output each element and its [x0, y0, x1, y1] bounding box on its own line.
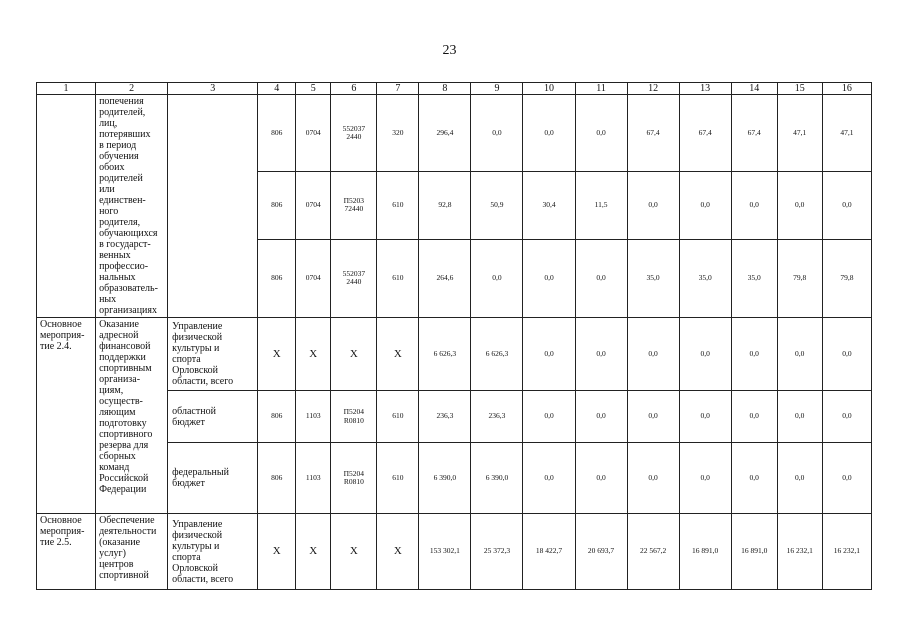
cell-gr: 806 — [258, 239, 296, 317]
col-num: 11 — [575, 83, 627, 95]
cell-value: 79,8 — [777, 239, 822, 317]
cell-value: 0,0 — [523, 239, 575, 317]
empty-cell — [168, 95, 258, 318]
measure-description: Обеспечение деятельности (оказание услуг) центров спортивной — [96, 514, 168, 590]
cell-csr: П5204 R0810 — [331, 443, 377, 514]
cell-value: 11,5 — [575, 172, 627, 239]
executor-cell: Управление физической культуры и спорта Орловской области, всего — [168, 318, 258, 391]
cell-value: 0,0 — [822, 443, 871, 514]
cell-value: 0,0 — [731, 172, 777, 239]
cell-value: 35,0 — [731, 239, 777, 317]
cell-value: 35,0 — [627, 239, 679, 317]
table-row — [37, 514, 872, 590]
cell-value: 16 891,0 — [731, 514, 777, 590]
cell-value: 0,0 — [627, 391, 679, 443]
cell-rz: 1103 — [296, 443, 331, 514]
measure-number: Основное мероприя- тие 2.4. — [37, 318, 96, 514]
cell-value: 18 422,7 — [523, 514, 575, 590]
budget-table — [36, 82, 872, 590]
cell-value: 0,0 — [822, 391, 871, 443]
cell-value: 236,3 — [419, 391, 471, 443]
cell-value: 0,0 — [777, 391, 822, 443]
table-row — [37, 318, 872, 391]
cell-rz: 0704 — [296, 95, 331, 172]
cell-gr: X — [258, 318, 296, 391]
cell-vr: 610 — [377, 172, 419, 239]
cell-value: 0,0 — [471, 239, 523, 317]
cell-csr: 552037 2440 — [331, 95, 377, 172]
cell-value: 0,0 — [523, 443, 575, 514]
cell-value: 236,3 — [471, 391, 523, 443]
col-num: 4 — [258, 83, 296, 95]
cell-value: 0,0 — [679, 443, 731, 514]
cell-value: 6 390,0 — [419, 443, 471, 514]
cell-value: 0,0 — [627, 318, 679, 391]
cell-value: 0,0 — [471, 95, 523, 172]
cell-value: 0,0 — [822, 172, 871, 239]
cell-rz: 0704 — [296, 239, 331, 317]
cell-value: 0,0 — [822, 318, 871, 391]
cell-value: 25 372,3 — [471, 514, 523, 590]
cell-value: 0,0 — [575, 391, 627, 443]
cell-value: 30,4 — [523, 172, 575, 239]
col-num: 7 — [377, 83, 419, 95]
col-num: 10 — [523, 83, 575, 95]
cell-value: 153 302,1 — [419, 514, 471, 590]
page-number: 23 — [442, 43, 457, 58]
cell-value: 67,4 — [627, 95, 679, 172]
cell-vr: 610 — [377, 239, 419, 317]
cell-value: 0,0 — [523, 391, 575, 443]
col-num: 3 — [168, 83, 258, 95]
cell-value: 92,8 — [419, 172, 471, 239]
cell-vr: X — [377, 514, 419, 590]
cell-value: 264,6 — [419, 239, 471, 317]
cell-value: 0,0 — [731, 391, 777, 443]
cell-value: 0,0 — [679, 391, 731, 443]
cell-value: 0,0 — [523, 95, 575, 172]
cell-value: 0,0 — [777, 318, 822, 391]
cell-vr: 610 — [377, 391, 419, 443]
cell-value: 50,9 — [471, 172, 523, 239]
cell-csr: П5204 R0810 — [331, 391, 377, 443]
cell-value: 16 232,1 — [822, 514, 871, 590]
cell-value: 6 626,3 — [471, 318, 523, 391]
col-num: 8 — [419, 83, 471, 95]
cell-value: 0,0 — [575, 318, 627, 391]
cell-value: 16 891,0 — [679, 514, 731, 590]
cell-value: 0,0 — [731, 318, 777, 391]
cell-gr: 806 — [258, 95, 296, 172]
budget-source-cell: областной бюджет — [168, 391, 258, 443]
table-row — [37, 95, 872, 172]
cell-value: 0,0 — [575, 239, 627, 317]
cell-value: 20 693,7 — [575, 514, 627, 590]
measure-description: Оказание адресной финансовой поддержки спортивным организа- циям, осуществ- ляющим подготовку спортивного резерва для сборных команд Российской Федерации — [96, 318, 168, 514]
cell-value: 0,0 — [575, 443, 627, 514]
cell-gr: X — [258, 514, 296, 590]
col-num: 6 — [331, 83, 377, 95]
cell-value: 0,0 — [627, 172, 679, 239]
cell-vr: X — [377, 318, 419, 391]
cell-value: 0,0 — [679, 318, 731, 391]
cell-value: 67,4 — [731, 95, 777, 172]
col-num: 5 — [296, 83, 331, 95]
cell-vr: 320 — [377, 95, 419, 172]
cell-value: 6 390,0 — [471, 443, 523, 514]
cell-value: 16 232,1 — [777, 514, 822, 590]
cell-value: 47,1 — [777, 95, 822, 172]
cell-value: 296,4 — [419, 95, 471, 172]
cell-value: 35,0 — [679, 239, 731, 317]
col-num: 1 — [37, 83, 96, 95]
cell-value: 0,0 — [679, 172, 731, 239]
col-num: 12 — [627, 83, 679, 95]
cell-value: 0,0 — [777, 172, 822, 239]
measure-number: Основное мероприя- тие 2.5. — [37, 514, 96, 590]
executor-cell: Управление физической культуры и спорта Орловской области, всего — [168, 514, 258, 590]
col-num: 2 — [96, 83, 168, 95]
cell-gr: 806 — [258, 391, 296, 443]
col-num: 13 — [679, 83, 731, 95]
cell-value: 22 567,2 — [627, 514, 679, 590]
cell-csr: П5203 72440 — [331, 172, 377, 239]
cell-rz: X — [296, 514, 331, 590]
cell-rz: X — [296, 318, 331, 391]
cell-value: 67,4 — [679, 95, 731, 172]
col-num: 14 — [731, 83, 777, 95]
cell-rz: 1103 — [296, 391, 331, 443]
cell-gr: 806 — [258, 172, 296, 239]
budget-source-cell: федеральный бюджет — [168, 443, 258, 514]
cell-value: 47,1 — [822, 95, 871, 172]
cell-value: 79,8 — [822, 239, 871, 317]
cell-rz: 0704 — [296, 172, 331, 239]
cell-value: 0,0 — [575, 95, 627, 172]
col-num: 16 — [822, 83, 871, 95]
cell-csr: X — [331, 514, 377, 590]
measure-description: попечения родителей, лиц, потерявших в период обучения обоих родителей или единствен- ного родителя, обучающихся в государст- венных профессио- нальных образователь- ных организациях — [96, 95, 168, 318]
cell-csr: X — [331, 318, 377, 391]
cell-value: 0,0 — [777, 443, 822, 514]
cell-gr: 806 — [258, 443, 296, 514]
col-num: 9 — [471, 83, 523, 95]
cell-csr: 552037 2440 — [331, 239, 377, 317]
cell-vr: 610 — [377, 443, 419, 514]
column-number-row — [37, 83, 872, 95]
col-num: 15 — [777, 83, 822, 95]
cell-value: 0,0 — [523, 318, 575, 391]
empty-cell — [37, 95, 96, 318]
cell-value: 0,0 — [731, 443, 777, 514]
cell-value: 6 626,3 — [419, 318, 471, 391]
cell-value: 0,0 — [627, 443, 679, 514]
